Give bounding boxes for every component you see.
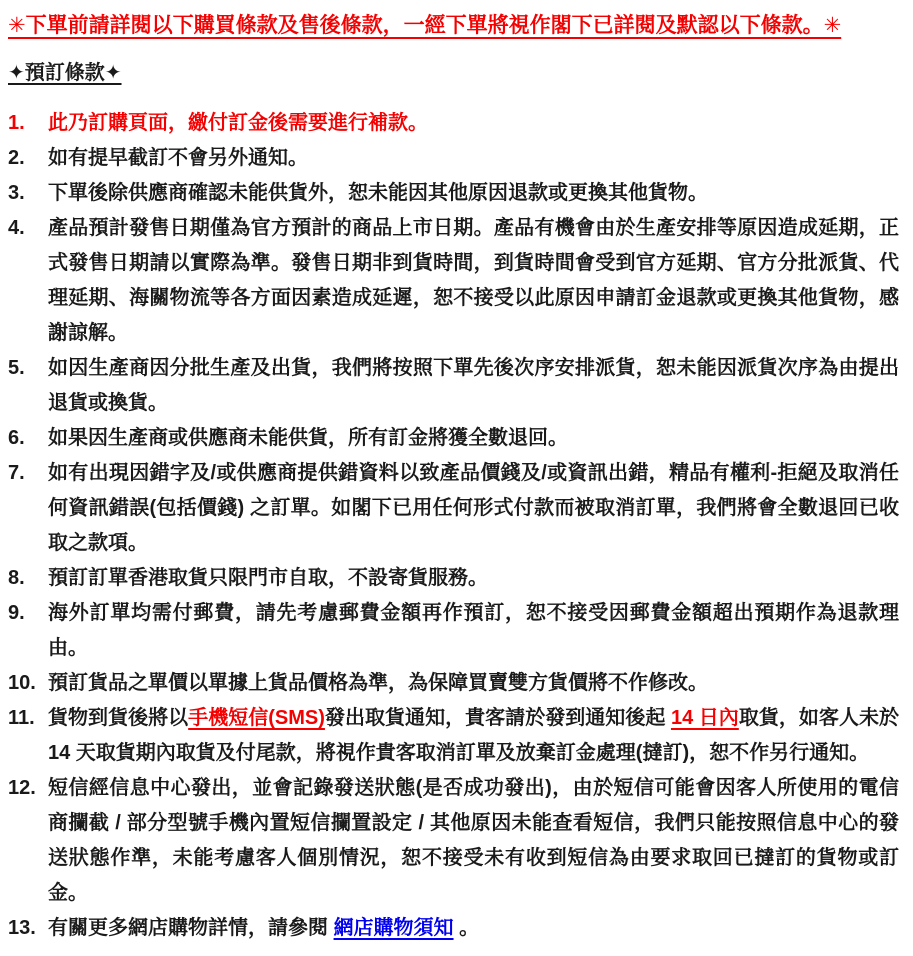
term-item-6 [8,421,899,456]
term-text: 如果因生產商或供應商未能供貨，所有訂金將獲全數退回。 [48,427,568,449]
term-text: 如有出現因錯字及/或供應商提供錯資料以致產品價錢及/或資訊出錯，精品有權利-拒絕及取消任何資訊錯誤(包括價錢) 之訂單。如閣下已用任何形式付款而被取消訂單，我們將會全數退回已收取之款項。 [48,462,899,554]
term-item-11 [8,701,899,771]
highlighted-red-text: 14 日內 [670,707,739,729]
term-text: 短信經信息中心發出，並會記錄發送狀態(是否成功發出)，由於短信可能會因客人所使用的電信商攔截 / 部分型號手機內置短信攔置設定 / 其他原因未能查看短信，我們只能按照信息中心的發送狀態作準，未能考慮客人個別情況，恕不接受未有收到短信為由要求取回已撻訂的貨物或訂金。 [48,777,899,904]
term-text: 此乃訂購頁面，繳付訂金後需要進行補款。 [48,112,428,134]
term-text: 下單後除供應商確認未能供貨外，恕未能因其他原因退款或更換其他貨物。 [48,182,708,204]
term-text: 海外訂單均需付郵費，請先考慮郵費金額再作預訂，恕不接受因郵費金額超出預期作為退款理由。 [48,602,899,659]
term-number: 3. [8,182,25,204]
term-number: 11. [8,707,35,729]
highlighted-red-text: 手機短信(SMS) [188,707,325,729]
term-number: 9. [8,602,25,624]
term-text: 如有提早截訂不會另外通知。 [48,147,308,169]
term-number: 13. [8,917,36,939]
term-number: 10. [8,672,36,694]
store-shopping-guide-link[interactable]: 網店購物須知 [333,917,454,939]
term-number: 8. [8,567,25,589]
term-number: 12. [8,777,36,799]
term-text: 預訂貨品之單價以單據上貨品價格為準，為保障買賣雙方貨價將不作修改。 [48,672,708,694]
term-number: 7. [8,462,25,484]
term-number: 4. [8,217,25,239]
term-number: 5. [8,357,25,379]
term-item-13 [8,911,899,946]
term-number: 2. [8,147,25,169]
term-item-10 [8,666,899,701]
term-text: 預訂訂單香港取貨只限門市自取，不設寄貨服務。 [48,567,488,589]
term-item-9 [8,596,899,666]
term-number: 1. [8,112,25,134]
term-item-3 [8,176,899,211]
terms-list [8,106,899,946]
section-title-preorder-terms: ✦預訂條款✦ [8,62,122,84]
term-text: 貨物到貨後將以手機短信(SMS)發出取貨通知，貴客請於發到通知後起 14 日內取貨，如客人未於 14 天取貨期內取貨及付尾款，將視作貴客取消訂單及放棄訂金處理(撻訂)，恕不作另行通知。 [48,707,899,764]
term-item-12 [8,771,899,911]
term-text: 有關更多網店購物詳情，請參閱 網店購物須知 。 [48,917,480,939]
term-item-1 [8,106,899,141]
term-item-8 [8,561,899,596]
term-item-5 [8,351,899,421]
term-item-4 [8,211,899,351]
term-text: 如因生產商因分批生產及出貨，我們將按照下單先後次序安排派貨，恕未能因派貨次序為由提出退貨或換貨。 [48,357,899,414]
purchase-notice-header: ✳下單前請詳閱以下購買條款及售後條款，一經下單將視作閣下已詳閱及默認以下條款。✳ [8,14,842,37]
term-text: 產品預計發售日期僅為官方預計的商品上市日期。產品有機會由於生產安排等原因造成延期，正式發售日期請以實際為準。發售日期非到貨時間，到貨時間會受到官方延期、官方分批派貨、代理延期、海關物流等各方面因素造成延遲，恕不接受以此原因申請訂金退款或更換其他貨物，感謝諒解。 [48,217,899,344]
term-number: 6. [8,427,25,449]
term-item-2 [8,141,899,176]
term-item-7 [8,456,899,561]
